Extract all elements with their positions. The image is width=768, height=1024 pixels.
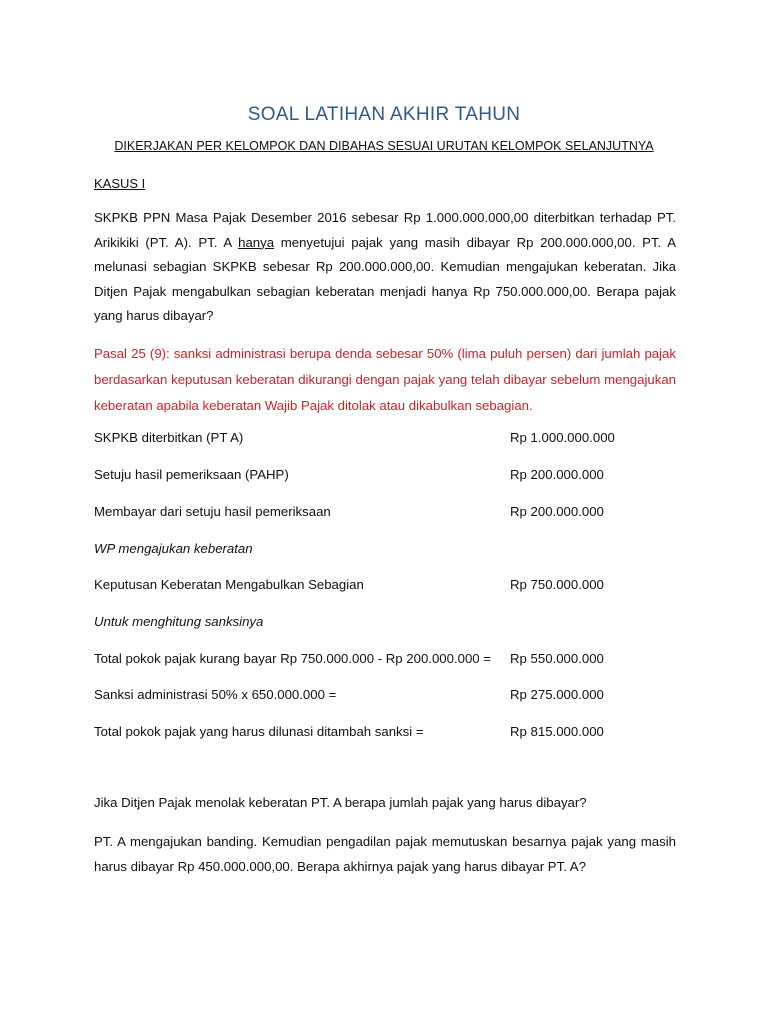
calc-value: Rp 1.000.000.000 [510,430,615,445]
calc-label: Untuk menghitung sanksinya [94,614,264,629]
calc-label: Total pokok pajak kurang bayar Rp 750.000.000 - Rp 200.000.000 = [94,651,492,666]
calc-row [94,614,676,634]
calc-label: Total pokok pajak yang harus dilunasi ditambah sanksi = [94,724,424,739]
subtitle: DIKERJAKAN PER KELOMPOK DAN DIBAHAS SESUAI URUTAN KELOMPOK SELANJUTNYA [114,139,654,153]
case-heading: KASUS I [94,176,146,191]
page-title: SOAL LATIHAN AKHIR TAHUN [247,104,521,125]
calc-label: SKPKB diterbitkan (PT A) [94,430,244,445]
question-1-text-before: SKPKB PPN Masa Pajak Desember 2016 sebesar Rp 1.000.000.000,00 diterbitkan terhadap PT. Arikikiki (PT. A). PT. A [94,210,676,250]
calc-row [94,651,676,671]
calc-value: Rp 200.000.000 [510,504,604,519]
calc-label: WP mengajukan keberatan [94,541,253,556]
calc-row [94,541,676,561]
calc-row [94,724,676,744]
question-3: PT. A mengajukan banding. Kemudian pengadilan pajak memutuskan besarnya pajak yang masih harus dibayar Rp 450.000.000,00. Berapa akhirnya pajak yang harus dibayar PT. A? [94,834,676,874]
question-1-underlined-word: hanya [238,234,275,250]
calc-value: Rp 815.000.000 [510,724,604,739]
calc-row [94,430,676,450]
calc-value: Rp 200.000.000 [510,467,604,482]
calc-row [94,577,676,597]
calc-row [94,687,676,707]
calc-label: Sanksi administrasi 50% x 650.000.000 = [94,687,337,702]
calc-row [94,467,676,487]
question-2: Jika Ditjen Pajak menolak keberatan PT. A berapa jumlah pajak yang harus dibayar? [94,795,587,810]
calc-value: Rp 550.000.000 [510,651,604,666]
calc-label: Keputusan Keberatan Mengabulkan Sebagian [94,577,364,592]
calc-label: Membayar dari setuju hasil pemeriksaan [94,504,331,519]
question-1-text-after: menyetujui pajak yang masih dibayar Rp 200.000.000,00. PT. A melunasi sebagian SKPKB sebesar Rp 200.000.000,00. Kemudian mengajukan keberatan. Jika Ditjen Pajak mengabulkan sebagian keberatan menjadi hanya Rp 750.000.000,00. Berapa pajak yang harus dibayar? [94,234,676,323]
calc-value: Rp 750.000.000 [510,577,604,592]
question-1 [94,206,676,329]
calc-label: Setuju hasil pemeriksaan (PAHP) [94,467,289,482]
rule-pasal-25: Pasal 25 (9): sanksi administrasi berupa denda sebesar 50% (lima puluh persen) dari jumlah pajak berdasarkan keputusan keberatan dikurangi dengan pajak yang telah dibayar sebelum mengajukan keberatan apabila keberatan Wajib Pajak ditolak atau dikabulkan sebagian. [94,346,676,413]
calc-value: Rp 275.000.000 [510,687,604,702]
calc-row [94,504,676,524]
